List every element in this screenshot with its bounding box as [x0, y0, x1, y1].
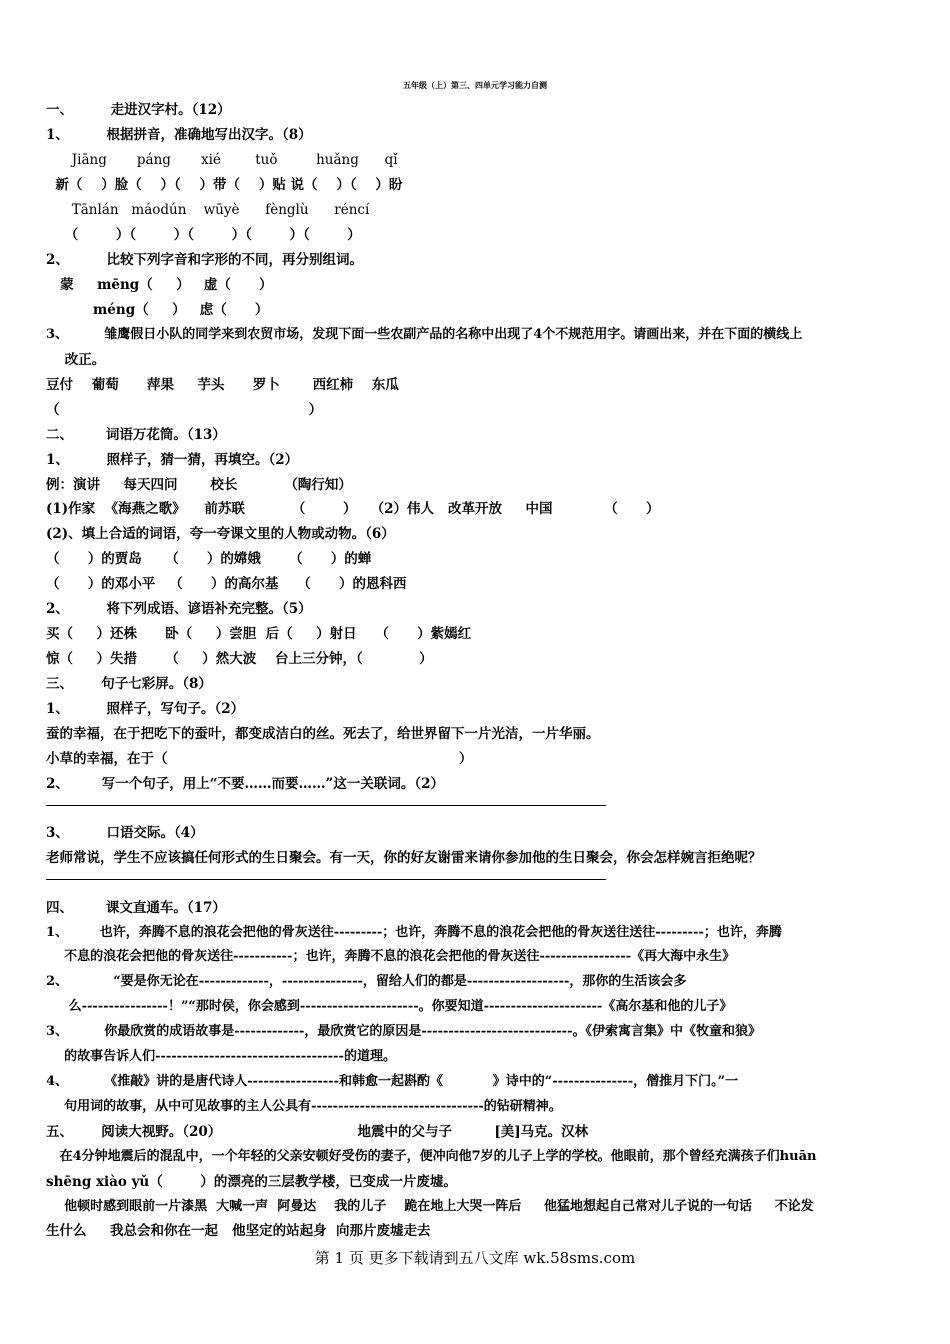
question-line: (1)作家 《海燕之歌》 前苏联 （ ） （2）伟人 改革开放 中国 （ ）	[46, 501, 660, 517]
question-line: 么----------------！”“那时侯，你会感到----------------------。你要知道----------------------《高尔基和他的儿子》	[46, 999, 733, 1014]
question-line: 1、 照样子，猜一猜，再填空。（2）	[46, 452, 299, 468]
pinyin-line: Jiāng páng xié tuǒ huǎng qǐ	[46, 152, 398, 168]
section-heading: 三、 句子七彩屏。（8）	[46, 676, 212, 692]
answer-blanks: 买（ ）还株 卧（ ）尝胆 后（ ）射日 （ ）紫嫣红	[46, 626, 472, 642]
question-line: 老师常说，学生不应该搞任何形式的生日聚会。有一天，你的好友谢雷来请你参加他的生日聚会，你会怎样婉言拒绝呢？	[46, 850, 762, 866]
answer-blanks: 小草的幸福，在于（ ）	[46, 751, 473, 767]
answer-blanks: 蒙 mēng（ ） 虚（ ）	[46, 277, 273, 293]
section-heading: 四、 课文直通车。（17）	[46, 900, 226, 916]
section-heading: 二、 词语万花筒。（13）	[46, 427, 226, 443]
document-title: 五年级（上）第三、四单元学习能力自测	[403, 80, 547, 90]
example-line: 例：演讲 每天四问 校长 （陶行知）	[46, 477, 352, 493]
question-line: 3、 你最欣赏的成语故事是-------------，最欣赏它的原因是----------------------------。《伊索寓言集》中《牧童和狼》	[46, 1024, 761, 1039]
question-line: 2、 将下列成语、谚语补充完整。（5）	[46, 601, 312, 617]
page-footer: 第 1 页 更多下载请到五八文库 wk.58sms.com	[314, 1249, 636, 1267]
example-sentence: 蚕的幸福，在于把吃下的蚕叶，都变成洁白的丝。死去了，给世界留下一片光洁，一片华丽。	[46, 726, 600, 742]
section-heading: 一、 走进汉字村。（12）	[46, 102, 231, 118]
question-line: 1、 照样子，写句子。（2）	[46, 701, 245, 717]
answer-blanks: （ ）	[46, 402, 323, 418]
question-line: 句用词的故事，从中可见故事的主人公具有--------------------------------的钻研精神。	[46, 1099, 562, 1114]
question-line: (2)、填上合适的词语，夸一夸课文里的人物或动物。（6）	[46, 526, 395, 542]
answer-line	[46, 879, 606, 880]
answer-blanks: （ ）（ ）（ ）（ ）（ ）	[46, 227, 361, 243]
question-line: 的故事告诉人们-----------------------------------的道理。	[46, 1049, 396, 1064]
reading-passage: 生什么 我总会和你在一起 他坚定的站起身 向那片废墟走去	[46, 1223, 431, 1239]
question-line: 不息的浪花会把他的骨灰送往-----------；也许，奔腾不息的浪花会把他的骨灰送往-----------------《再大海中永生》	[46, 949, 736, 964]
answer-blanks: 新（ ）脸（ ）（ ）带（ ）贴 说（ ）（ ）盼	[46, 177, 403, 193]
answer-blanks: méng（ ） 虑（ ）	[46, 302, 269, 318]
section-heading: 五、 阅读大视野。（20） 地震中的父与子 [美]马克。汉林	[46, 1124, 589, 1140]
question-line: 3、 口语交际。（4）	[46, 825, 204, 841]
reading-passage: shēng xiào yǔ（ ）的漂亮的三层教学楼，已变成一片废墟。	[46, 1174, 457, 1190]
word-list: 豆付 葡萄 萍果 芋头 罗卜 西红柿 东瓜	[46, 377, 399, 393]
question-line: 2、 “要是你无论在-------------，---------------，留给人们的都是-------------------，那你的生活该会多	[46, 974, 687, 989]
question-line: 3、 雏鹰假日小队的同学来到农贸市场，发现下面一些农副产品的名称中出现了4个不规范用字。请画出来，并在下面的横线上	[46, 327, 803, 342]
question-line: 1、 也许，奔腾不息的浪花会把他的骨灰送往---------；也许，奔腾不息的浪花会把他的骨灰送往送往---------；也许，奔腾	[46, 925, 782, 940]
question-line: 2、 写一个句子，用上“不要……而要……”这一关联词。（2）	[46, 776, 444, 792]
question-line: 1、 根据拼音，准确地写出汉字。（8）	[46, 127, 312, 143]
answer-blanks: 惊（ ）失措 （ ）然大波 台上三分钟，（ ）	[46, 651, 433, 667]
answer-line	[46, 805, 606, 806]
question-line: 改正。	[46, 352, 106, 368]
answer-blanks: （ ）的贾岛 （ ）的嫦娥 （ ）的蝉	[46, 551, 372, 567]
pinyin-line: Tānlán máodún wūyè fènglù réncí	[46, 202, 370, 218]
question-line: 2、 比较下列字音和字形的不同，再分别组词。	[46, 252, 363, 268]
reading-passage: 在4分钟地震后的混乱中，一个年轻的父亲安顿好受伤的妻子，便冲向他7岁的儿子上学的学校。他眼前，那个曾经充满孩子们huān	[46, 1149, 817, 1164]
answer-blanks: （ ）的邓小平 （ ）的高尔基 （ ）的恩科西	[46, 576, 407, 592]
reading-passage: 他顿时感到眼前一片漆黑 大喊一声 阿曼达 我的儿子 跪在地上大哭一阵后 他猛地想起自己常对儿子说的一句话 不论发	[46, 1199, 814, 1214]
question-line: 4、 《推敲》讲的是唐代诗人-----------------和韩愈一起斟酌《 》诗中的“---------------，僧推月下门。”一	[46, 1074, 739, 1089]
